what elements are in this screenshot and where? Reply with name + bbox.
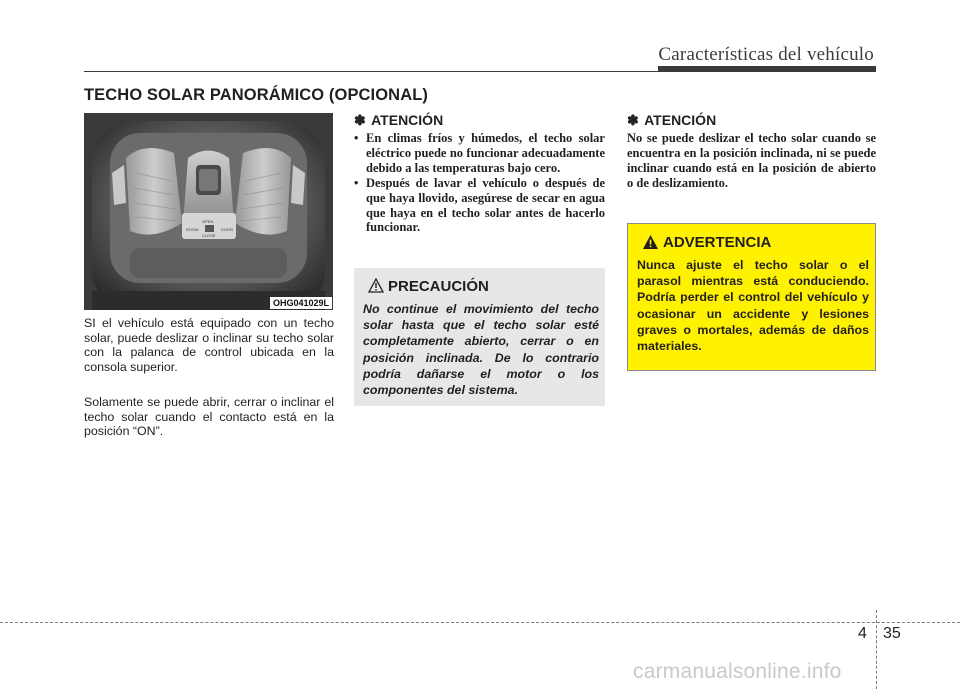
attention-heading-1 (354, 112, 443, 129)
warning-triangle-icon (642, 234, 659, 250)
precaution-title: PRECAUCIÓN (388, 278, 489, 295)
overhead-console-photo (84, 113, 333, 310)
svg-text:OPEN: OPEN (202, 219, 214, 224)
warning-body: Nunca ajuste el techo solar o el parasol mientras está conduciendo. Podría perder el control del vehículo y ocasionar un accidente y lesiones graves o mortales, además de daños materiales. (637, 258, 869, 354)
svg-text:CLOSE: CLOSE (202, 233, 216, 238)
figure-code: OHG041029L (270, 297, 332, 309)
warning-title: ADVERTENCIA (663, 234, 772, 251)
header-rule-accent (658, 66, 876, 72)
attention-list-1 (354, 131, 605, 235)
caution-triangle-icon (368, 278, 384, 293)
page-number: 35 (883, 625, 901, 642)
contact-paragraph: Solamente se puede abrir, cerrar o inclinar el techo solar cuando el contacto está en la posición “ON”. (84, 395, 334, 439)
chapter-number: 4 (858, 625, 867, 642)
warning-heading (642, 234, 771, 251)
list-item: • Después de lavar el vehículo o después de que haya llovido, asegúrese de secar en agua que haya en el techo solar antes de hacerlo funcionar. (354, 176, 605, 236)
section-title: TECHO SOLAR PANORÁMICO (OPCIONAL) (84, 86, 428, 104)
header-title: Características del vehículo (658, 44, 874, 65)
intro-paragraph: SI el vehículo está equipado con un techo solar, puede deslizar o inclinar su techo solar con la palanca de control ubicada en la consola superior. (84, 316, 334, 374)
attention-title-2: ATENCIÓN (644, 112, 717, 128)
precaution-box (354, 268, 605, 406)
list-item: • En climas fríos y húmedos, el techo solar eléctrico puede no funcionar adecuadamente debido a las temperaturas bajo cero. (354, 131, 605, 176)
watermark: carmanualsonline.info (633, 660, 842, 683)
attention-heading-2 (627, 112, 716, 129)
footer-divider (876, 610, 877, 689)
warning-box (627, 223, 876, 371)
footer-rule (0, 622, 960, 623)
attention-star-icon: ✽ (627, 112, 639, 128)
svg-text:DOOR: DOOR (221, 227, 233, 232)
precaution-body: No continue el movimiento del techo solar hasta que el techo solar esté completamente abierto, cerrar o en posición inclinada. De lo contrario podría dañarse el motor o los componentes del sistema. (363, 302, 599, 398)
attention-star-icon: ✽ (354, 112, 366, 128)
svg-text:ROOM: ROOM (186, 227, 199, 232)
precaution-heading (368, 278, 489, 295)
attention-title-1: ATENCIÓN (371, 112, 444, 128)
attention-body-2: No se puede deslizar el techo solar cuando se encuentra en la posición inclinada, ni se puede inclinar cuando está en la posición de abierto o de deslizamiento. (627, 131, 876, 190)
